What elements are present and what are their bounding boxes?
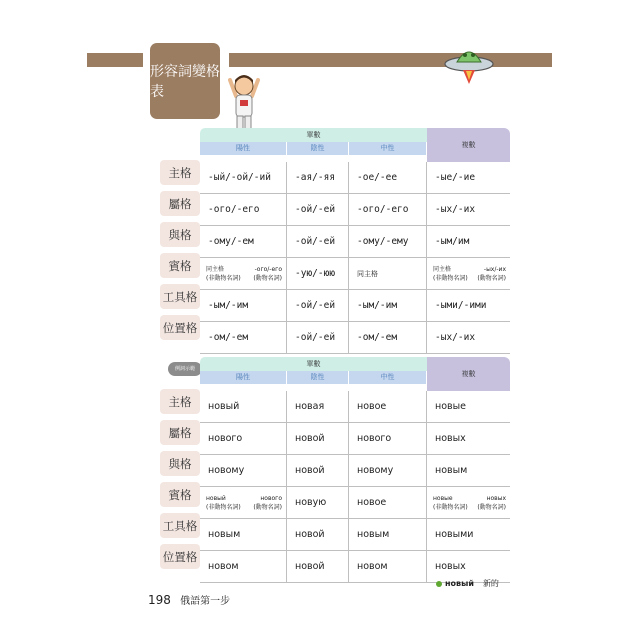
table-row [200,455,510,487]
table-header [200,128,510,162]
cell: -ым/-им [200,290,287,321]
cell-text: новый [206,494,226,502]
cell [200,487,287,518]
table-row [200,258,510,290]
cell: -ой/-ей [287,322,349,353]
table-row [200,322,510,354]
cell-text: (動物名詞) [253,503,282,511]
cell-text: (動物名詞) [477,274,506,282]
cell: -ые/-ие [435,172,476,183]
case-label-instrumental: 工具格 [160,513,200,538]
table-row [200,290,510,322]
table-row [200,226,510,258]
cell: нового [200,423,287,454]
cell: -ом/-ем [349,322,427,353]
cell: -ых/-их [435,332,476,343]
cell: новый [200,391,287,422]
cell: новое [349,487,427,518]
cell: -ое/-ее [349,162,427,193]
case-label-genitive: 屬格 [160,191,200,216]
gender-header-row [200,371,427,384]
cell: новую [287,487,349,518]
cell: -ыми/-ими [435,300,487,311]
cell-text: (非動物名詞) [206,274,241,282]
page-title: 形容詞變格表 [150,43,220,119]
astronaut-illustration [226,68,262,134]
cell: новых [435,561,466,572]
cell: нового [349,423,427,454]
cell-text: нового [260,494,282,502]
case-label-prepositional: 位置格 [160,544,200,569]
table-row [200,423,510,455]
cell: -ым/-им [349,290,427,321]
cell [427,258,510,289]
cell: -ого/-его [349,194,427,225]
cell-text: -ых/-их [483,265,506,273]
cell: -ой/-ей [287,226,349,257]
case-label-instrumental: 工具格 [160,284,200,309]
case-label-accusative: 賓格 [160,482,200,507]
cell-text: 同主格 [433,265,452,273]
cell: новое [349,391,427,422]
cell: -ому/-ему [349,226,427,257]
cell-text: (非動物名詞) [206,503,241,511]
header-band-left [87,53,143,67]
cell: -ого/-его [200,194,287,225]
feminine-header: 陰性 [287,142,349,155]
cell: новом [349,551,427,582]
case-label-prepositional: 位置格 [160,315,200,340]
case-label-dative: 與格 [160,451,200,476]
cell: новыми [435,529,474,540]
table-row [200,487,510,519]
cell: новому [200,455,287,486]
case-label-nominative: 主格 [160,389,200,414]
cell: новой [287,551,349,582]
cell [200,258,287,289]
cell-text: новых [486,494,506,502]
cell: -ым/им [435,236,470,247]
page-number: 198 [148,593,171,607]
vocabulary-footnote [436,578,499,589]
cell: -ом/-ем [200,322,287,353]
neuter-header: 中性 [349,142,427,155]
masculine-header: 陽性 [200,142,287,155]
table-row [200,391,510,423]
cell: новым [200,519,287,550]
table-row [200,162,510,194]
table-header [200,357,510,391]
cell: 同主格 [349,258,427,289]
cell: новым [435,465,468,476]
cell: -ая/-яя [287,162,349,193]
cell: -ых/-их [435,204,476,215]
cell: -ую/-юю [287,258,349,289]
table-row [200,519,510,551]
cell-text: (非動物名詞) [433,274,468,282]
cell [427,487,510,518]
neuter-header: 中性 [349,371,427,384]
cell: новому [349,455,427,486]
gender-header-row [200,142,427,155]
table-row [200,194,510,226]
cell: новой [287,423,349,454]
cell-text: (動物名詞) [477,503,506,511]
cell: новом [200,551,287,582]
cell: новым [349,519,427,550]
book-title: 俄語第一步 [180,596,231,607]
case-label-accusative: 賓格 [160,253,200,278]
endings-table [200,128,510,354]
footnote-word: новый [445,579,474,588]
singular-header: 單數 [200,128,427,142]
cell-text: новые [433,494,453,502]
ufo-illustration [443,42,495,88]
cell-text: (非動物名詞) [433,503,468,511]
page-footer [148,592,230,607]
bullet-dot-icon [436,581,442,587]
footnote-meaning: 新的 [482,579,499,588]
cell: новой [287,455,349,486]
cell: -ый/-ой/-ий [200,162,287,193]
examples-table [200,357,510,583]
cell-text: (動物名詞) [253,274,282,282]
cell: -ой/-ей [287,290,349,321]
singular-header: 單數 [200,357,427,371]
cell: новые [435,401,466,412]
cell: новой [287,519,349,550]
cell: -ой/-ей [287,194,349,225]
case-label-genitive: 屬格 [160,420,200,445]
case-label-dative: 與格 [160,222,200,247]
masculine-header: 陽性 [200,371,287,384]
case-label-nominative: 主格 [160,160,200,185]
feminine-header: 陰性 [287,371,349,384]
example-tag: 例詞示範 [168,362,202,376]
cell: -ому/-ем [200,226,287,257]
plural-header: 複數 [427,128,510,162]
cell: новых [435,433,466,444]
plural-header: 複數 [427,357,510,391]
header-band-right [229,53,552,67]
cell-text: 同主格 [206,265,225,273]
cell: новая [287,391,349,422]
cell-text: -ого/-его [254,265,282,273]
